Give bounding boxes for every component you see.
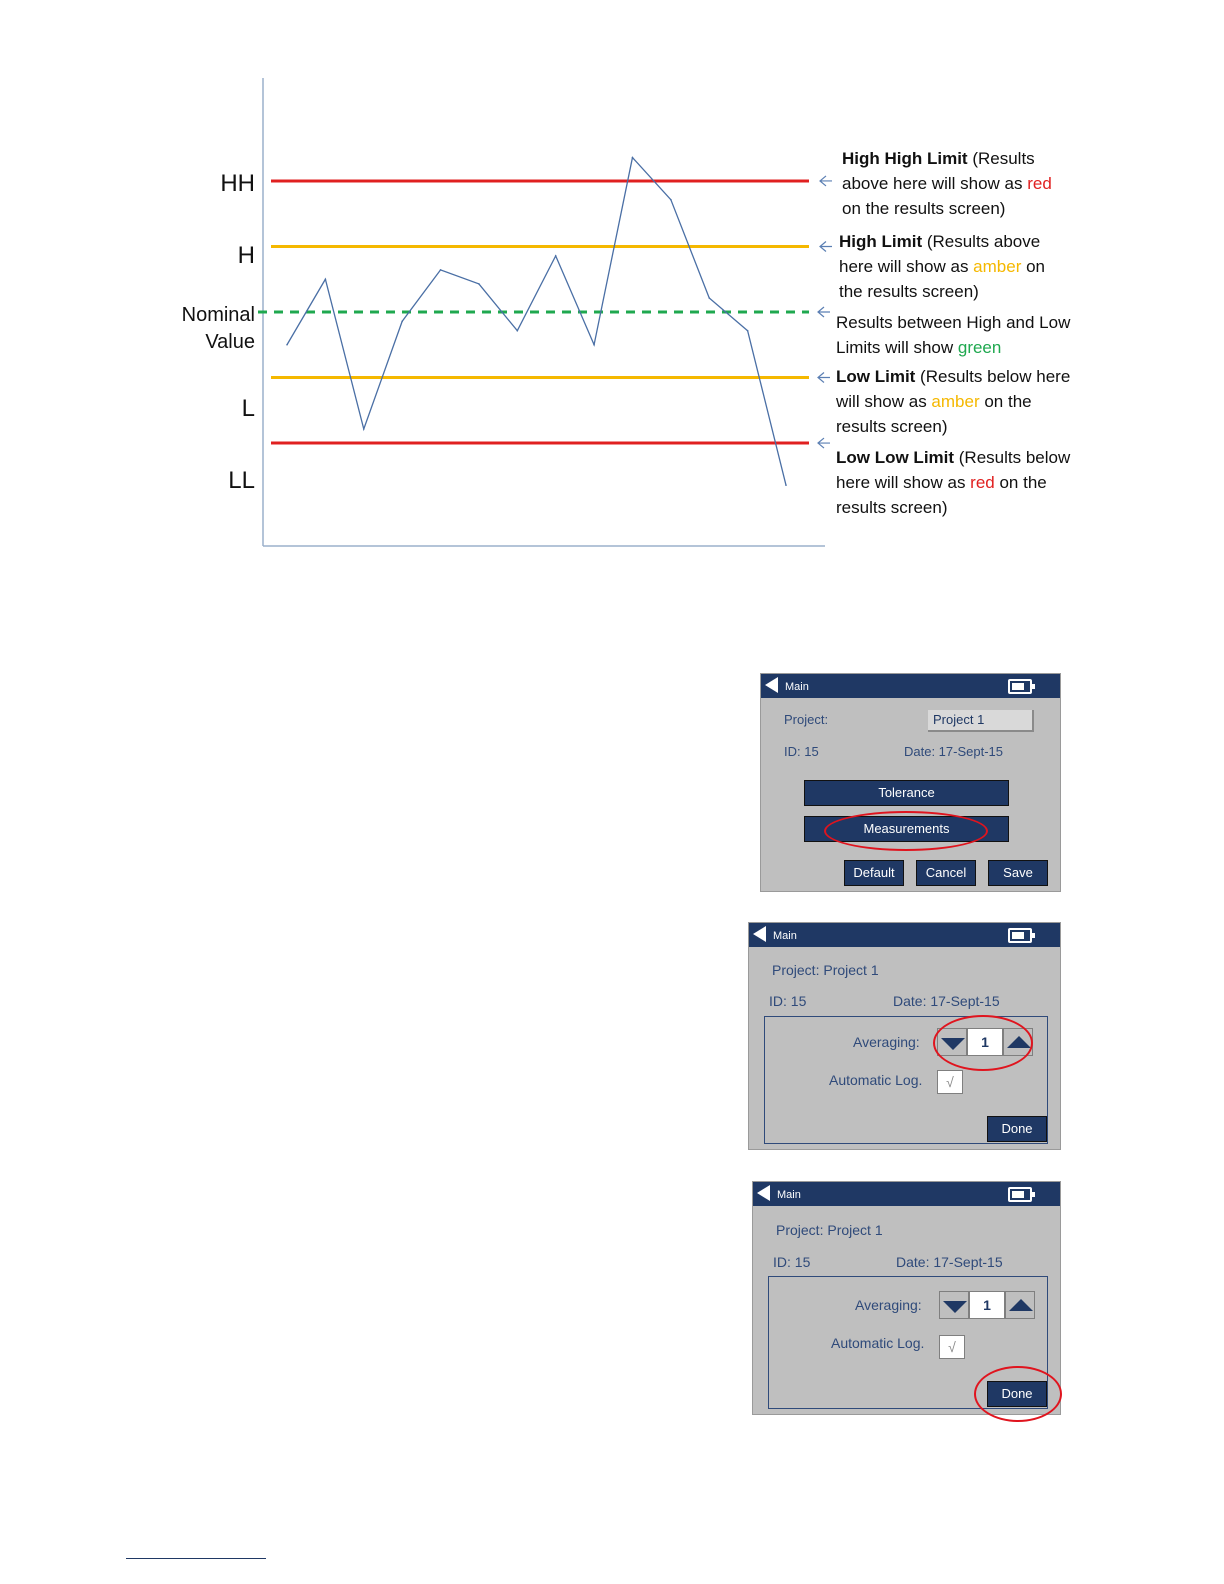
data-point <box>785 484 787 486</box>
arrow-icon-l <box>818 373 830 383</box>
data-point <box>325 278 327 280</box>
settings-screen-2 <box>748 922 1061 1150</box>
label-nominal: Nominal Value <box>181 304 255 353</box>
note-high: High Limit (Results above here will show as amber on the results screen) <box>839 232 1045 301</box>
auto-log-label: Automatic Log. <box>831 1335 925 1351</box>
cancel-button[interactable]: Cancel <box>916 860 976 886</box>
note-high-high: High High Limit (Results above here will show as red on the results screen) <box>842 149 1052 218</box>
arrow-icon-h <box>820 241 832 251</box>
note-low: Low Limit (Results below here will show as amber on the results screen) <box>836 367 1071 436</box>
auto-log-checkbox[interactable]: √ <box>937 1070 963 1094</box>
label-l: L <box>241 395 255 422</box>
decrement-button[interactable] <box>939 1291 969 1319</box>
project-text: Project: Project 1 <box>776 1222 883 1238</box>
averaging-value[interactable]: 1 <box>967 1028 1003 1056</box>
screen-title: Main <box>785 681 809 693</box>
screen-title: Main <box>777 1189 801 1201</box>
highlight-ring <box>824 811 988 851</box>
settings-screen-1 <box>760 673 1061 892</box>
project-dropdown[interactable]: Project 1 <box>928 710 1034 732</box>
footer-rule <box>126 1558 266 1559</box>
battery-icon <box>1008 928 1032 943</box>
id-text: ID: 15 <box>784 744 819 759</box>
arrow-icon-ll <box>818 438 830 448</box>
averaging-label: Averaging: <box>853 1034 920 1050</box>
data-point <box>401 321 403 323</box>
back-arrow-icon[interactable] <box>765 677 778 693</box>
averaging-label: Averaging: <box>855 1297 922 1313</box>
id-text: ID: 15 <box>769 993 807 1009</box>
averaging-stepper <box>939 1291 1035 1319</box>
project-text: Project: Project 1 <box>772 962 879 978</box>
data-point <box>363 428 365 430</box>
title-bar <box>761 674 1060 698</box>
id-text: ID: 15 <box>773 1254 811 1270</box>
back-arrow-icon[interactable] <box>757 1185 770 1201</box>
auto-log-checkbox[interactable]: √ <box>939 1335 965 1359</box>
title-bar <box>753 1182 1060 1206</box>
title-bar <box>749 923 1060 947</box>
label-hh: HH <box>220 170 255 197</box>
label-h: H <box>237 242 255 269</box>
data-point <box>286 344 288 346</box>
date-text: Date: 17-Sept-15 <box>904 744 1004 759</box>
averaging-value[interactable]: 1 <box>969 1291 1005 1319</box>
done-button[interactable]: Done <box>987 1116 1047 1142</box>
data-point <box>670 199 672 201</box>
data-point <box>747 330 749 332</box>
battery-icon <box>1008 1187 1032 1202</box>
highlight-ring <box>933 1015 1033 1071</box>
screen-title: Main <box>773 930 797 942</box>
series-line-0 <box>287 158 786 486</box>
data-point <box>517 330 519 332</box>
data-point <box>555 255 557 257</box>
arrow-icon-hh <box>820 176 832 186</box>
tolerance-button[interactable]: Tolerance <box>804 780 1009 806</box>
auto-log-label: Automatic Log. <box>829 1072 923 1088</box>
date-text: Date: 17-Sept-15 <box>893 993 1000 1009</box>
measurements-button[interactable]: Measurements <box>804 816 1009 842</box>
arrow-up-icon <box>1009 1299 1033 1311</box>
data-point <box>440 269 442 271</box>
data-point <box>708 297 710 299</box>
arrow-icon-nominal <box>818 307 830 317</box>
note-nominal: Results between High and Low Limits will show green <box>836 313 1071 357</box>
battery-icon <box>1008 679 1032 694</box>
arrow-down-icon <box>943 1301 967 1313</box>
project-label: Project: <box>784 712 829 727</box>
data-point <box>478 283 480 285</box>
data-point <box>593 344 595 346</box>
note-low-low: Low Low Limit (Results below here will show as red on the results screen) <box>836 448 1071 517</box>
settings-screen-3 <box>752 1181 1061 1415</box>
default-button[interactable]: Default <box>844 860 904 886</box>
data-point <box>632 157 634 159</box>
save-button[interactable]: Save <box>988 860 1048 886</box>
increment-button[interactable] <box>1005 1291 1035 1319</box>
date-text: Date: 17-Sept-15 <box>896 1254 1003 1270</box>
back-arrow-icon[interactable] <box>753 926 766 942</box>
label-ll: LL <box>228 467 255 494</box>
highlight-ring <box>974 1366 1062 1422</box>
done-button[interactable]: Done <box>987 1381 1047 1407</box>
